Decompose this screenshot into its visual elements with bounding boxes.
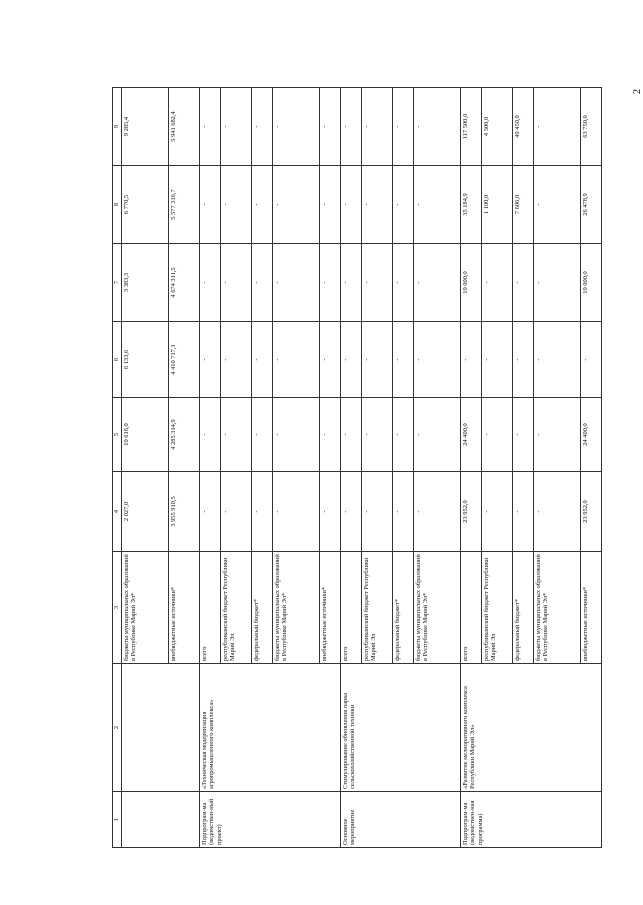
value-cell: -	[252, 398, 273, 472]
value-cell: -	[393, 244, 414, 322]
value-cell: -	[534, 472, 581, 552]
value-cell: -	[221, 166, 252, 244]
value-cell: -	[513, 472, 534, 552]
source-cell: внебюджетные источники*	[320, 552, 341, 664]
value-cell: -	[200, 472, 221, 552]
value-cell: -	[414, 322, 461, 398]
source-cell: всего	[200, 552, 221, 664]
value-cell: -	[200, 88, 221, 166]
col-header: 1	[113, 792, 122, 848]
value-cell: -	[414, 88, 461, 166]
value-cell: -	[221, 398, 252, 472]
program-type-cell: Подпрограм-ма (ведомствен-ный проект)	[200, 792, 341, 848]
value-cell: -	[252, 244, 273, 322]
source-cell: бюджеты муниципальных образований в Республике Марий Эл*	[122, 552, 169, 664]
value-cell: -	[534, 398, 581, 472]
page-number: 2	[632, 89, 643, 94]
value-cell: -	[200, 244, 221, 322]
table-row	[341, 88, 362, 848]
value-cell: -	[482, 244, 513, 322]
value-cell: -	[273, 244, 320, 322]
value-cell: 4 300,0	[482, 88, 513, 166]
value-cell: 3 383,3	[122, 244, 169, 322]
value-cell: -	[252, 88, 273, 166]
value-cell: 1 100,0	[482, 166, 513, 244]
program-name-cell: «Развитие мелиоративного комплекса Республики Марий Эл»	[461, 664, 602, 792]
value-cell: 4 285 314,9	[169, 398, 200, 472]
value-cell: -	[482, 322, 513, 398]
value-cell: 10 000,0	[461, 244, 482, 322]
value-cell: -	[341, 166, 362, 244]
value-cell: 9 285,4	[122, 88, 169, 166]
value-cell: -	[320, 88, 341, 166]
value-cell: -	[482, 398, 513, 472]
value-cell: -	[200, 398, 221, 472]
value-cell: 7 606,0	[513, 166, 534, 244]
value-cell: 23 952,0	[461, 472, 482, 552]
value-cell: -	[200, 322, 221, 398]
source-cell: федеральный бюджет*	[252, 552, 273, 664]
value-cell: 26 478,9	[581, 166, 602, 244]
value-cell: -	[362, 398, 393, 472]
value-cell: -	[393, 398, 414, 472]
value-cell: -	[273, 88, 320, 166]
program-type-cell: Подпрограм-ма (ведомствен-ная программа)	[461, 792, 602, 848]
program-type-cell: Основное мероприятие	[341, 792, 461, 848]
value-cell: -	[221, 322, 252, 398]
value-cell: -	[320, 166, 341, 244]
value-cell: -	[534, 166, 581, 244]
header-row	[113, 88, 122, 848]
value-cell: -	[534, 322, 581, 398]
source-cell: бюджеты муниципальных образований в Республике Марий Эл*	[534, 552, 581, 664]
value-cell: 6 133,6	[122, 322, 169, 398]
source-cell: всего	[461, 552, 482, 664]
source-cell: внебюджетные источники*	[581, 552, 602, 664]
source-cell: республиканский бюджет Республики Марий Эл	[362, 552, 393, 664]
col-header: 9	[113, 88, 122, 166]
value-cell: -	[362, 166, 393, 244]
value-cell: -	[393, 472, 414, 552]
program-name-cell: Стимулирование обновления парка сельскохозяйственной техники	[341, 664, 461, 792]
value-cell: -	[393, 166, 414, 244]
value-cell: -	[341, 244, 362, 322]
value-cell: -	[273, 398, 320, 472]
value-cell: -	[252, 322, 273, 398]
col-header: 3	[113, 552, 122, 664]
col-header: 7	[113, 244, 122, 322]
value-cell: -	[341, 472, 362, 552]
value-cell: -	[414, 398, 461, 472]
value-cell: -	[320, 322, 341, 398]
value-cell: -	[362, 88, 393, 166]
value-cell: -	[362, 244, 393, 322]
value-cell: -	[273, 322, 320, 398]
table-row	[461, 88, 482, 848]
value-cell: -	[513, 322, 534, 398]
table-row	[200, 88, 221, 848]
value-cell: 6 770,5	[122, 166, 169, 244]
source-cell: федеральный бюджет*	[513, 552, 534, 664]
value-cell: 2 027,0	[122, 472, 169, 552]
value-cell: -	[221, 244, 252, 322]
source-cell: бюджеты муниципальных образований в Республике Марий Эл*	[414, 552, 461, 664]
value-cell: 10 616,0	[122, 398, 169, 472]
col-header: 4	[113, 472, 122, 552]
value-cell: -	[273, 472, 320, 552]
value-cell: -	[320, 244, 341, 322]
value-cell: -	[482, 472, 513, 552]
value-cell: 4 674 311,5	[169, 244, 200, 322]
value-cell: 23 952,0	[581, 472, 602, 552]
program-name-cell: «Техническая модернизация агропромышленного комплекса»	[200, 664, 341, 792]
value-cell: 5 941 682,4	[169, 88, 200, 166]
table-row	[122, 88, 169, 848]
value-cell: 10 000,0	[581, 244, 602, 322]
value-cell: -	[320, 472, 341, 552]
source-cell: всего	[341, 552, 362, 664]
source-cell: республиканский бюджет Республики Марий Эл	[482, 552, 513, 664]
value-cell: 63 750,0	[581, 88, 602, 166]
value-cell: 24 400,0	[461, 398, 482, 472]
value-cell: -	[362, 472, 393, 552]
value-cell: -	[252, 166, 273, 244]
col-header: 8	[113, 166, 122, 244]
source-cell: внебюджетные источники*	[169, 552, 200, 664]
value-cell: -	[581, 322, 602, 398]
rotated-page	[112, 88, 607, 848]
value-cell: 3 955 910,5	[169, 472, 200, 552]
value-cell: 24 400,0	[581, 398, 602, 472]
value-cell: -	[414, 244, 461, 322]
value-cell: 5 577 316,7	[169, 166, 200, 244]
value-cell: -	[200, 166, 221, 244]
value-cell: -	[221, 88, 252, 166]
value-cell: -	[414, 166, 461, 244]
value-cell: -	[341, 398, 362, 472]
col-header: 2	[113, 664, 122, 792]
value-cell: -	[252, 472, 273, 552]
program-type-cell	[122, 792, 200, 848]
value-cell: -	[273, 166, 320, 244]
financing-table	[112, 87, 602, 848]
program-name-cell	[122, 664, 200, 792]
value-cell: -	[221, 472, 252, 552]
value-cell: -	[513, 244, 534, 322]
col-header: 6	[113, 322, 122, 398]
col-header: 5	[113, 398, 122, 472]
value-cell: -	[513, 398, 534, 472]
value-cell: 4 410 717,1	[169, 322, 200, 398]
value-cell: -	[393, 88, 414, 166]
source-cell: бюджеты муниципальных образований в Республике Марий Эл*	[273, 552, 320, 664]
value-cell: -	[341, 88, 362, 166]
value-cell: 35 184,9	[461, 166, 482, 244]
value-cell: -	[362, 322, 393, 398]
value-cell: -	[393, 322, 414, 398]
value-cell: 117 500,0	[461, 88, 482, 166]
value-cell: -	[534, 88, 581, 166]
source-cell: федеральный бюджет*	[393, 552, 414, 664]
value-cell: -	[341, 322, 362, 398]
value-cell: -	[320, 398, 341, 472]
value-cell: 49 450,0	[513, 88, 534, 166]
value-cell: -	[414, 472, 461, 552]
value-cell: -	[461, 322, 482, 398]
source-cell: республиканский бюджет Республики Марий Эл	[221, 552, 252, 664]
value-cell: -	[534, 244, 581, 322]
